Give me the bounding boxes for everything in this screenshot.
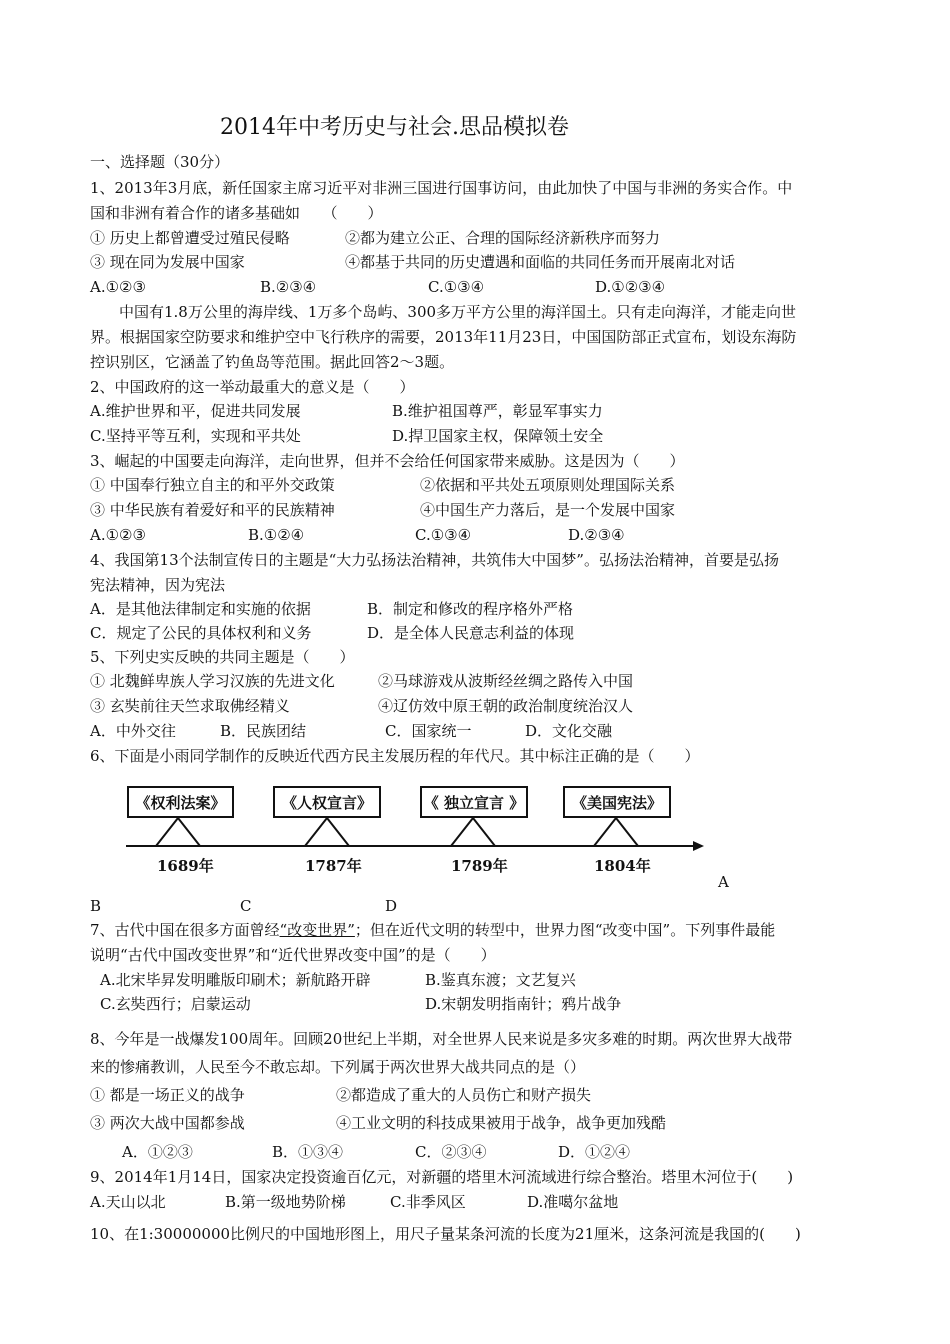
q7-option-b: B.鉴真东渡；文艺复兴 — [425, 971, 576, 989]
q5-statement-4: ④辽仿效中原王朝的政治制度统治汉人 — [378, 697, 634, 715]
q3-statement-4: ④中国生产力落后，是一个发展中国家 — [420, 501, 676, 519]
q3-option-a: A.①②③ — [90, 526, 146, 544]
q9-option-a: A.天山以北 — [90, 1193, 166, 1211]
q9-stem: 9、2014年1月14日，国家决定投资逾百亿元，对新疆的塔里木河流域进行综合整治。塔里木河位于( ) — [90, 1168, 794, 1186]
q5-option-b: B．民族团结 — [220, 722, 307, 740]
timeline-year-1: 1689年 — [157, 857, 214, 875]
q1-statement-2: ②都为建立公正、合理的国际经济新秩序而努力 — [345, 229, 661, 247]
q5-statement-2: ②马球游戏从波斯经丝绸之路传入中国 — [378, 672, 634, 690]
q2-stem: 2、中国政府的这一举动最重大的意义是（ ） — [90, 378, 415, 396]
q1-option-b: B.②③④ — [260, 278, 317, 296]
q7-option-a: A.北宋毕昇发明雕版印刷术；新航路开辟 — [100, 971, 371, 989]
q8-statement-2: ②都造成了重大的人员伤亡和财产损失 — [336, 1086, 592, 1104]
q8-option-a: A．①②③ — [122, 1143, 193, 1161]
timeline-year-3: 1789年 — [451, 857, 508, 875]
q6-option-b: B — [90, 897, 102, 915]
q5-option-c: C．国家统一 — [385, 722, 472, 740]
q10-stem: 10、在1:30000000比例尺的中国地形图上，用尺子量某条河流的长度为21厘米，这条河流是我国的( ) — [90, 1225, 801, 1243]
q3-statement-1: ① 中国奉行独立自主的和平外交政策 — [90, 476, 335, 494]
q1-option-a: A.①②③ — [90, 278, 146, 296]
q7-option-d: D.宋朝发明指南针；鸦片战争 — [425, 995, 622, 1013]
q3-stem: 3、崛起的中国要走向海洋，走向世界，但并不会给任何国家带来威胁。这是因为（ ） — [90, 452, 685, 470]
timeline-box-4: 《美国宪法》 — [563, 786, 671, 818]
timeline-box-3: 《 独立宣言 》 — [420, 786, 528, 818]
q8-statement-1: ① 都是一场正义的战争 — [90, 1086, 245, 1104]
q4-stem-line2: 宪法精神，因为宪法 — [90, 576, 226, 594]
q6-option-d: D — [385, 897, 398, 915]
q8-stem-line2: 来的惨痛教训，人民至今不敢忘却。下列属于两次世界大战共同点的是（） — [90, 1058, 586, 1076]
q4-option-c: C．规定了公民的具体权利和义务 — [90, 624, 312, 642]
q7-stem-line2: 说明“古代中国改变世界”和“近代世界改变中国”的是（ ） — [90, 946, 496, 964]
q1-statement-4: ④都基于共同的历史遭遇和面临的共同任务而开展南北对话 — [345, 253, 736, 271]
q1-stem-line2: 国和非洲有着合作的诸多基础如 （ ） — [90, 204, 383, 222]
q7-option-c: C.玄奘西行；启蒙运动 — [100, 995, 251, 1013]
q4-option-a: A．是其他法律制定和实施的依据 — [90, 600, 311, 618]
q8-option-d: D．①②④ — [558, 1143, 631, 1161]
q8-stem-line1: 8、今年是一战爆发100周年。回顾20世纪上半期，对全世界人民来说是多灾多难的时期。两次世界大战带 — [90, 1030, 793, 1048]
q2-option-b: B.维护祖国尊严，彰显军事实力 — [392, 402, 603, 420]
q2-option-d: D.捍卫国家主权，保障领土安全 — [392, 427, 604, 445]
q7-stem-line1 — [90, 920, 775, 940]
q1-statement-3: ③ 现在同为发展中国家 — [90, 253, 245, 271]
q3-statement-3: ③ 中华民族有着爱好和平的民族精神 — [90, 501, 335, 519]
timeline-box-2: 《人权宣言》 — [273, 786, 381, 818]
q3-statement-2: ②依据和平共处五项原则处理国际关系 — [420, 476, 676, 494]
timeline-marker-3 — [451, 818, 495, 846]
q5-option-a: A．中外交往 — [90, 722, 176, 740]
timeline-marker-4 — [594, 818, 638, 846]
q9-option-d: D.准噶尔盆地 — [527, 1193, 619, 1211]
q3-option-c: C.①③④ — [415, 526, 472, 544]
passage-line1: 中国有1.8万公里的海岸线、1万多个岛屿、300多万平方公里的海洋国土。只有走向海洋，才能走向世 — [119, 303, 797, 321]
q3-option-b: B.①②④ — [248, 526, 305, 544]
q6-option-c: C — [240, 897, 252, 915]
q7-stem-underlined: “改变世界” — [279, 921, 355, 939]
q6-option-a: A — [718, 873, 729, 891]
q4-option-b: B．制定和修改的程序格外严格 — [367, 600, 574, 618]
timeline-year-4: 1804年 — [594, 857, 651, 875]
q3-option-d: D.②③④ — [568, 526, 625, 544]
q5-statement-3: ③ 玄奘前往天竺求取佛经精义 — [90, 697, 290, 715]
q8-option-b: B．①③④ — [272, 1143, 344, 1161]
q8-statement-4: ④工业文明的科技成果被用于战争，战争更加残酷 — [336, 1114, 667, 1132]
q8-option-c: C．②③④ — [415, 1143, 487, 1161]
q5-stem: 5、下列史实反映的共同主题是（ ） — [90, 648, 355, 666]
timeline-marker-2 — [305, 818, 349, 846]
q7-stem-part1: 7、古代中国在很多方面曾经 — [90, 921, 280, 939]
q8-statement-3: ③ 两次大战中国都参战 — [90, 1114, 245, 1132]
passage-line2: 界。根据国家空防要求和维护空中飞行秩序的需要，2013年11月23日，中国国防部正式宣布，划设东海防 — [90, 328, 797, 346]
q1-statement-1: ① 历史上都曾遭受过殖民侵略 — [90, 229, 290, 247]
q9-option-c: C.非季风区 — [390, 1193, 466, 1211]
passage-line3: 控识别区，它涵盖了钓鱼岛等范围。据此回答2～3题。 — [90, 353, 455, 371]
q5-option-d: D．文化交融 — [525, 722, 613, 740]
q6-stem: 6、下面是小雨同学制作的反映近代西方民主发展历程的年代尺。其中标注正确的是（ ） — [90, 747, 700, 765]
q1-option-d: D.①②③④ — [595, 278, 666, 296]
timeline-year-2: 1787年 — [305, 857, 362, 875]
timeline-marker-1 — [156, 818, 200, 846]
q1-stem-line1: 1、2013年3月底，新任国家主席习近平对非洲三国进行国事访问，由此加快了中国与非洲的务实合作。中 — [90, 179, 793, 197]
q9-option-b: B.第一级地势阶梯 — [225, 1193, 346, 1211]
timeline-box-1: 《权利法案》 — [127, 786, 234, 818]
q7-stem-part2: ；但在近代文明的转型中，世界力图“改变中国”。下列事件最能 — [354, 921, 776, 939]
q5-statement-1: ① 北魏鲜卑族人学习汉族的先进文化 — [90, 672, 335, 690]
section-heading: 一、选择题（30分） — [90, 153, 230, 171]
timeline-arrow-head — [693, 841, 704, 851]
q2-option-a: A.维护世界和平，促进共同发展 — [90, 402, 301, 420]
q2-option-c: C.坚持平等互利，实现和平共处 — [90, 427, 301, 445]
q4-option-d: D．是全体人民意志利益的体现 — [367, 624, 575, 642]
q1-option-c: C.①③④ — [428, 278, 485, 296]
page-title: 2014年中考历史与社会.思品模拟卷 — [220, 115, 569, 140]
q4-stem-line1: 4、我国第13个法制宣传日的主题是“大力弘扬法治精神，共筑伟大中国梦”。弘扬法治精神，首要是弘扬 — [90, 551, 779, 569]
